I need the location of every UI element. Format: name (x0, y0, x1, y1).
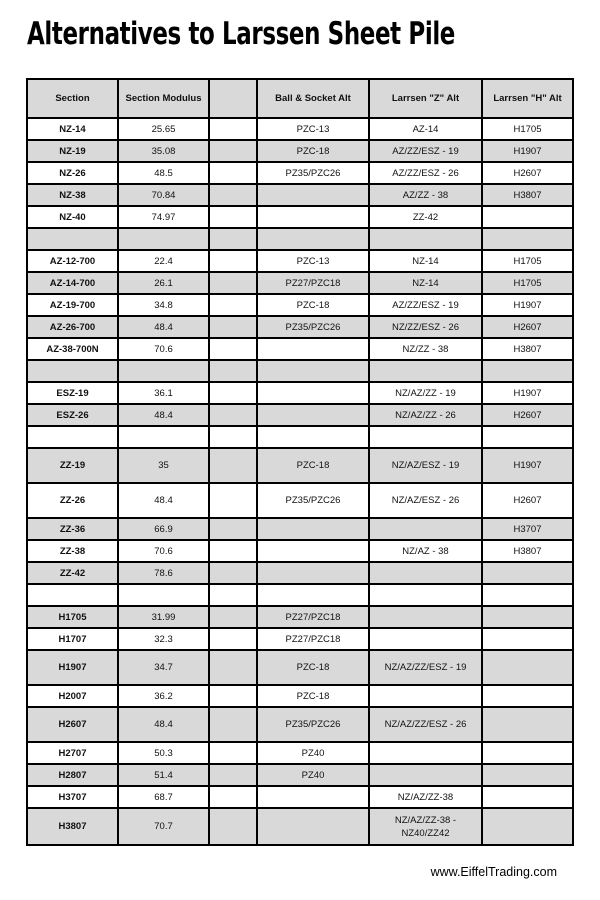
blank-cell (209, 448, 257, 483)
section-modulus-cell: 31.99 (118, 606, 209, 628)
section-cell: H2807 (27, 764, 118, 786)
table-row (27, 140, 573, 162)
blank-cell (209, 562, 257, 584)
table-row (27, 483, 573, 518)
section-modulus-cell: 36.2 (118, 685, 209, 707)
table-row (27, 360, 573, 382)
table-row (27, 540, 573, 562)
table-row (27, 206, 573, 228)
larrsen-z-alt-cell: NZ/AZ/ZZ - 19 (369, 382, 482, 404)
table-row (27, 764, 573, 786)
larrsen-z-alt-cell: AZ-14 (369, 118, 482, 140)
larrsen-h-alt-cell (482, 650, 573, 685)
blank-cell (209, 540, 257, 562)
ball-socket-alt-cell (257, 426, 369, 448)
section-modulus-cell: 48.4 (118, 404, 209, 426)
column-header-section-modulus: Section Modulus (118, 79, 209, 118)
section-modulus-cell: 32.3 (118, 628, 209, 650)
column-header-larrsen-z-alt: Larrsen "Z" Alt (369, 79, 482, 118)
blank-cell (209, 584, 257, 606)
ball-socket-alt-cell: PZC-13 (257, 250, 369, 272)
blank-cell (209, 518, 257, 540)
section-modulus-cell: 70.7 (118, 808, 209, 845)
larrsen-z-alt-cell: NZ/AZ/ZZ - 26 (369, 404, 482, 426)
larrsen-z-alt-cell: AZ/ZZ/ESZ - 26 (369, 162, 482, 184)
ball-socket-alt-cell: PZC-18 (257, 650, 369, 685)
section-modulus-cell: 34.7 (118, 650, 209, 685)
larrsen-h-alt-cell: H1907 (482, 294, 573, 316)
ball-socket-alt-cell: PZ27/PZC18 (257, 628, 369, 650)
table-row (27, 562, 573, 584)
ball-socket-alt-cell: PZ35/PZC26 (257, 707, 369, 742)
larrsen-z-alt-cell (369, 606, 482, 628)
alternatives-table (26, 78, 574, 846)
larrsen-h-alt-cell: H1705 (482, 118, 573, 140)
section-cell: H3707 (27, 786, 118, 808)
blank-cell (209, 606, 257, 628)
ball-socket-alt-cell: PZC-18 (257, 140, 369, 162)
larrsen-z-alt-cell: NZ/AZ/ESZ - 19 (369, 448, 482, 483)
table-row (27, 518, 573, 540)
blank-cell (209, 764, 257, 786)
table-row (27, 338, 573, 360)
section-modulus-cell: 68.7 (118, 786, 209, 808)
larrsen-z-alt-cell (369, 228, 482, 250)
ball-socket-alt-cell: PZ35/PZC26 (257, 483, 369, 518)
section-cell: H1707 (27, 628, 118, 650)
table-row (27, 808, 573, 845)
ball-socket-alt-cell (257, 808, 369, 845)
larrsen-z-alt-cell: NZ/AZ/ZZ/ESZ - 26 (369, 707, 482, 742)
column-header-larrsen-h-alt: Larrsen "H" Alt (482, 79, 573, 118)
blank-cell (209, 360, 257, 382)
section-cell (27, 228, 118, 250)
section-modulus-cell: 70.6 (118, 540, 209, 562)
section-modulus-cell (118, 584, 209, 606)
section-cell: H2607 (27, 707, 118, 742)
section-modulus-cell: 50.3 (118, 742, 209, 764)
larrsen-z-alt-cell: NZ/AZ/ZZ/ESZ - 19 (369, 650, 482, 685)
section-modulus-cell: 22.4 (118, 250, 209, 272)
larrsen-z-alt-cell: AZ/ZZ/ESZ - 19 (369, 294, 482, 316)
larrsen-z-alt-cell: ZZ-42 (369, 206, 482, 228)
blank-cell (209, 140, 257, 162)
larrsen-z-alt-cell: AZ/ZZ - 38 (369, 184, 482, 206)
section-cell: NZ-38 (27, 184, 118, 206)
table-row (27, 707, 573, 742)
section-modulus-cell: 51.4 (118, 764, 209, 786)
section-modulus-cell (118, 360, 209, 382)
larrsen-h-alt-cell (482, 228, 573, 250)
larrsen-h-alt-cell (482, 584, 573, 606)
blank-cell (209, 707, 257, 742)
larrsen-h-alt-cell: H2607 (482, 483, 573, 518)
section-cell: ESZ-19 (27, 382, 118, 404)
ball-socket-alt-cell: PZ27/PZC18 (257, 272, 369, 294)
column-header-section: Section (27, 79, 118, 118)
table-row (27, 294, 573, 316)
ball-socket-alt-cell (257, 540, 369, 562)
section-modulus-cell: 70.6 (118, 338, 209, 360)
section-cell: NZ-19 (27, 140, 118, 162)
section-cell: H1907 (27, 650, 118, 685)
ball-socket-alt-cell: PZ40 (257, 742, 369, 764)
table-row (27, 448, 573, 483)
larrsen-z-alt-cell: NZ/AZ/ESZ - 26 (369, 483, 482, 518)
larrsen-z-alt-cell (369, 764, 482, 786)
larrsen-h-alt-cell (482, 808, 573, 845)
section-modulus-cell: 35.08 (118, 140, 209, 162)
section-cell: H2707 (27, 742, 118, 764)
table-row (27, 118, 573, 140)
section-modulus-cell: 78.6 (118, 562, 209, 584)
larrsen-h-alt-cell: H3807 (482, 540, 573, 562)
larrsen-z-alt-cell (369, 584, 482, 606)
section-cell: H3807 (27, 808, 118, 845)
section-cell: H1705 (27, 606, 118, 628)
larrsen-z-alt-cell: NZ-14 (369, 272, 482, 294)
section-cell: ZZ-26 (27, 483, 118, 518)
section-cell: AZ-19-700 (27, 294, 118, 316)
larrsen-h-alt-cell: H3807 (482, 184, 573, 206)
ball-socket-alt-cell (257, 382, 369, 404)
section-modulus-cell (118, 426, 209, 448)
section-modulus-cell: 74.97 (118, 206, 209, 228)
section-cell: AZ-14-700 (27, 272, 118, 294)
larrsen-h-alt-cell (482, 786, 573, 808)
section-cell: ZZ-42 (27, 562, 118, 584)
section-cell (27, 360, 118, 382)
section-modulus-cell: 35 (118, 448, 209, 483)
blank-cell (209, 272, 257, 294)
larrsen-z-alt-cell: NZ/AZ/ZZ-38 (369, 786, 482, 808)
section-modulus-cell: 48.4 (118, 316, 209, 338)
section-modulus-cell: 36.1 (118, 382, 209, 404)
page-title: Alternatives to Larssen Sheet Pile (27, 16, 455, 52)
table-row (27, 786, 573, 808)
ball-socket-alt-cell: PZC-18 (257, 448, 369, 483)
blank-cell (209, 426, 257, 448)
blank-cell (209, 184, 257, 206)
larrsen-z-alt-cell: AZ/ZZ/ESZ - 19 (369, 140, 482, 162)
ball-socket-alt-cell (257, 360, 369, 382)
blank-cell (209, 786, 257, 808)
ball-socket-alt-cell: PZC-18 (257, 294, 369, 316)
blank-cell (209, 685, 257, 707)
section-modulus-cell: 70.84 (118, 184, 209, 206)
table-row (27, 316, 573, 338)
larrsen-h-alt-cell: H1907 (482, 140, 573, 162)
larrsen-z-alt-cell: NZ/ZZ - 38 (369, 338, 482, 360)
ball-socket-alt-cell: PZC-13 (257, 118, 369, 140)
section-modulus-cell: 66.9 (118, 518, 209, 540)
blank-cell (209, 742, 257, 764)
larrsen-h-alt-cell: H1705 (482, 272, 573, 294)
table-row (27, 742, 573, 764)
section-modulus-cell: 26.1 (118, 272, 209, 294)
larrsen-z-alt-cell: NZ/AZ - 38 (369, 540, 482, 562)
larrsen-z-alt-cell: NZ/ZZ/ESZ - 26 (369, 316, 482, 338)
table-row (27, 184, 573, 206)
larrsen-h-alt-cell (482, 206, 573, 228)
section-cell: H2007 (27, 685, 118, 707)
column-header-ball-socket-alt: Ball & Socket Alt (257, 79, 369, 118)
blank-cell (209, 808, 257, 845)
table-row (27, 162, 573, 184)
ball-socket-alt-cell: PZ35/PZC26 (257, 162, 369, 184)
larrsen-h-alt-cell (482, 707, 573, 742)
ball-socket-alt-cell (257, 338, 369, 360)
larrsen-h-alt-cell (482, 764, 573, 786)
ball-socket-alt-cell: PZ35/PZC26 (257, 316, 369, 338)
ball-socket-alt-cell (257, 518, 369, 540)
larrsen-h-alt-cell (482, 426, 573, 448)
table-row (27, 382, 573, 404)
section-modulus-cell: 48.4 (118, 707, 209, 742)
table-row (27, 404, 573, 426)
table-row (27, 584, 573, 606)
blank-cell (209, 382, 257, 404)
blank-cell (209, 404, 257, 426)
table-row (27, 628, 573, 650)
section-cell: NZ-14 (27, 118, 118, 140)
table-header-row (27, 79, 573, 118)
table-row (27, 606, 573, 628)
table-row (27, 272, 573, 294)
larrsen-h-alt-cell: H2607 (482, 316, 573, 338)
table-row (27, 250, 573, 272)
larrsen-h-alt-cell (482, 628, 573, 650)
larrsen-h-alt-cell: H3807 (482, 338, 573, 360)
ball-socket-alt-cell (257, 404, 369, 426)
blank-cell (209, 228, 257, 250)
ball-socket-alt-cell (257, 228, 369, 250)
larrsen-h-alt-cell: H1907 (482, 448, 573, 483)
table-row (27, 650, 573, 685)
larrsen-z-alt-cell (369, 518, 482, 540)
larrsen-h-alt-cell (482, 606, 573, 628)
ball-socket-alt-cell (257, 184, 369, 206)
blank-cell (209, 628, 257, 650)
blank-cell (209, 250, 257, 272)
section-cell: AZ-12-700 (27, 250, 118, 272)
section-modulus-cell (118, 228, 209, 250)
larrsen-z-alt-cell: NZ-14 (369, 250, 482, 272)
larrsen-z-alt-cell (369, 685, 482, 707)
larrsen-z-alt-cell (369, 628, 482, 650)
larrsen-z-alt-cell: NZ/AZ/ZZ-38 - NZ40/ZZ42 (369, 808, 482, 845)
blank-cell (209, 483, 257, 518)
blank-cell (209, 650, 257, 685)
section-cell: NZ-40 (27, 206, 118, 228)
larrsen-h-alt-cell (482, 360, 573, 382)
website-link[interactable]: www.EiffelTrading.com (430, 865, 557, 879)
section-cell: ESZ-26 (27, 404, 118, 426)
blank-cell (209, 316, 257, 338)
blank-cell (209, 118, 257, 140)
ball-socket-alt-cell: PZ27/PZC18 (257, 606, 369, 628)
ball-socket-alt-cell: PZC-18 (257, 685, 369, 707)
ball-socket-alt-cell: PZ40 (257, 764, 369, 786)
blank-cell (209, 338, 257, 360)
section-cell (27, 426, 118, 448)
larrsen-h-alt-cell (482, 685, 573, 707)
larrsen-h-alt-cell: H3707 (482, 518, 573, 540)
blank-cell (209, 294, 257, 316)
ball-socket-alt-cell (257, 786, 369, 808)
larrsen-z-alt-cell (369, 562, 482, 584)
larrsen-z-alt-cell (369, 742, 482, 764)
section-modulus-cell: 48.4 (118, 483, 209, 518)
section-modulus-cell: 25.65 (118, 118, 209, 140)
section-cell (27, 584, 118, 606)
section-cell: AZ-38-700N (27, 338, 118, 360)
larrsen-h-alt-cell: H2607 (482, 162, 573, 184)
larrsen-z-alt-cell (369, 360, 482, 382)
larrsen-h-alt-cell: H1907 (482, 382, 573, 404)
larrsen-z-alt-cell (369, 426, 482, 448)
ball-socket-alt-cell (257, 584, 369, 606)
ball-socket-alt-cell (257, 206, 369, 228)
section-cell: ZZ-19 (27, 448, 118, 483)
table-row (27, 228, 573, 250)
section-cell: AZ-26-700 (27, 316, 118, 338)
section-modulus-cell: 34.8 (118, 294, 209, 316)
section-cell: ZZ-38 (27, 540, 118, 562)
larrsen-h-alt-cell (482, 742, 573, 764)
larrsen-h-alt-cell: H1705 (482, 250, 573, 272)
blank-cell (209, 162, 257, 184)
larrsen-h-alt-cell: H2607 (482, 404, 573, 426)
ball-socket-alt-cell (257, 562, 369, 584)
section-cell: NZ-26 (27, 162, 118, 184)
section-modulus-cell: 48.5 (118, 162, 209, 184)
column-header-blank (209, 79, 257, 118)
blank-cell (209, 206, 257, 228)
larrsen-h-alt-cell (482, 562, 573, 584)
table-row (27, 426, 573, 448)
table-row (27, 685, 573, 707)
section-cell: ZZ-36 (27, 518, 118, 540)
